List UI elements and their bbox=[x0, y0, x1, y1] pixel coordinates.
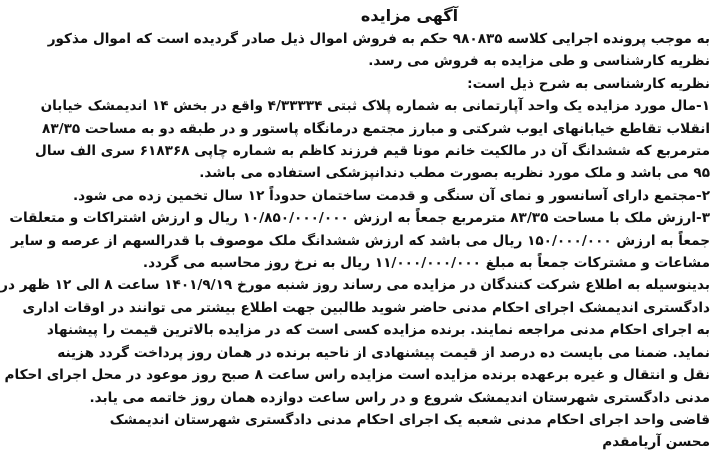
notice-line-12: بدینوسیله به اطلاع شرکت کنندگان در مزایده می رساند روز شنبه مورخ ۱۴۰۱/۹/۱۹ ساعت ۸ الی ۱۲ ظهر در bbox=[0, 277, 710, 294]
notice-line-10: جمعاً به ارزش ۱۵۰/۰۰۰/۰۰۰ ریال می باشد که ارزش ششدانگ ملک موصوف با قدرالسهم از عرصه و سایر bbox=[11, 232, 710, 249]
notice-line-14: به اجرای احکام مدنی مراجعه نمایند. برنده مزایده کسی است که در مزایده بالاترین قیمت را پیشنهاد bbox=[46, 322, 710, 339]
notice-line-16: نقل و انتقال و غیره برعهده برنده مزایده است مزایده راس ساعت ۸ صبح روز موعود در محل اجرای احکام bbox=[4, 367, 710, 384]
notice-line-6: مترمربع که ششدانگ آن در مالکیت خانم مونا قیم فرزند کاظم به شماره چاپی ۶۱۸۳۶۸ سری الف سال bbox=[35, 143, 710, 160]
notice-line-7: ۹۵ می باشد و ملک مورد نظریه بصورت مطب دندانپزشکی استفاده می باشد. bbox=[199, 165, 710, 182]
notice-line-3: نظریه کارشناسی به شرح ذیل است: bbox=[467, 75, 710, 92]
notice-line-9: ۳-ارزش ملک با مساحت ۸۳/۳۵ مترمربع جمعاً به ارزش ۱۰/۸۵۰/۰۰۰/۰۰۰ ریال و ارزش اشتراکات و متعلقات bbox=[9, 210, 710, 227]
notice-line-4: ۱-مال مورد مزایده یک واحد آپارتمانی به شماره پلاک ثبتی ۴/۳۳۳۳۴ واقع در بخش ۱۴ اندیمشک خیابان bbox=[40, 98, 710, 115]
notice-signature-name: محسن آریامقدم bbox=[602, 434, 710, 451]
notice-line-13: دادگستری اندیمشک اجرای احکام مدنی حاضر شوید طالبین جهت اطلاع بیشتر می توانند در اوقات اداری bbox=[22, 299, 710, 316]
notice-line-17: مدنی دادگستری شهرستان اندیمشک شروع و در راس ساعت دوازده همان روز خاتمه می یابد. bbox=[89, 389, 710, 406]
notice-line-5: انقلاب تقاطع خیابانهای ایوب شرکتی و مبارز مجتمع درمانگاه پاستور و در طبقه دو به مساحت ۸۳/۳۵ bbox=[42, 120, 710, 137]
notice-signature-title: قاضی واحد اجرای احکام مدنی شعبه یک اجرای احکام مدنی دادگستری شهرستان اندیمشک bbox=[109, 411, 710, 428]
notice-line-15: نماید. ضمنا می بایست ده درصد از قیمت پیشنهادی از ناحیه برنده در همان روز پرداخت گردد هزینه bbox=[57, 344, 710, 361]
notice-line-2: نظریه کارشناسی و طی مزایده به فروش می رسد. bbox=[368, 53, 710, 70]
notice-line-1: به موجب پرونده اجرایی کلاسه ۹۸۰۸۳۵ حکم به فروش اموال ذیل صادر گردیده است که اموال مذکور bbox=[47, 31, 710, 47]
notice-title: آگهی مزایده bbox=[360, 6, 459, 25]
notice-line-11: مشاعات و مشترکات جمعاً به مبلغ ۱۱/۰۰۰/۰۰۰/۰۰۰ ریال به نرخ روز محاسبه می گردد. bbox=[142, 255, 710, 272]
notice-line-8: ۲-مجتمع دارای آسانسور و نمای آن سنگی و قدمت ساختمان حدوداً ۱۲ سال تخمین زده می شود. bbox=[73, 187, 710, 204]
